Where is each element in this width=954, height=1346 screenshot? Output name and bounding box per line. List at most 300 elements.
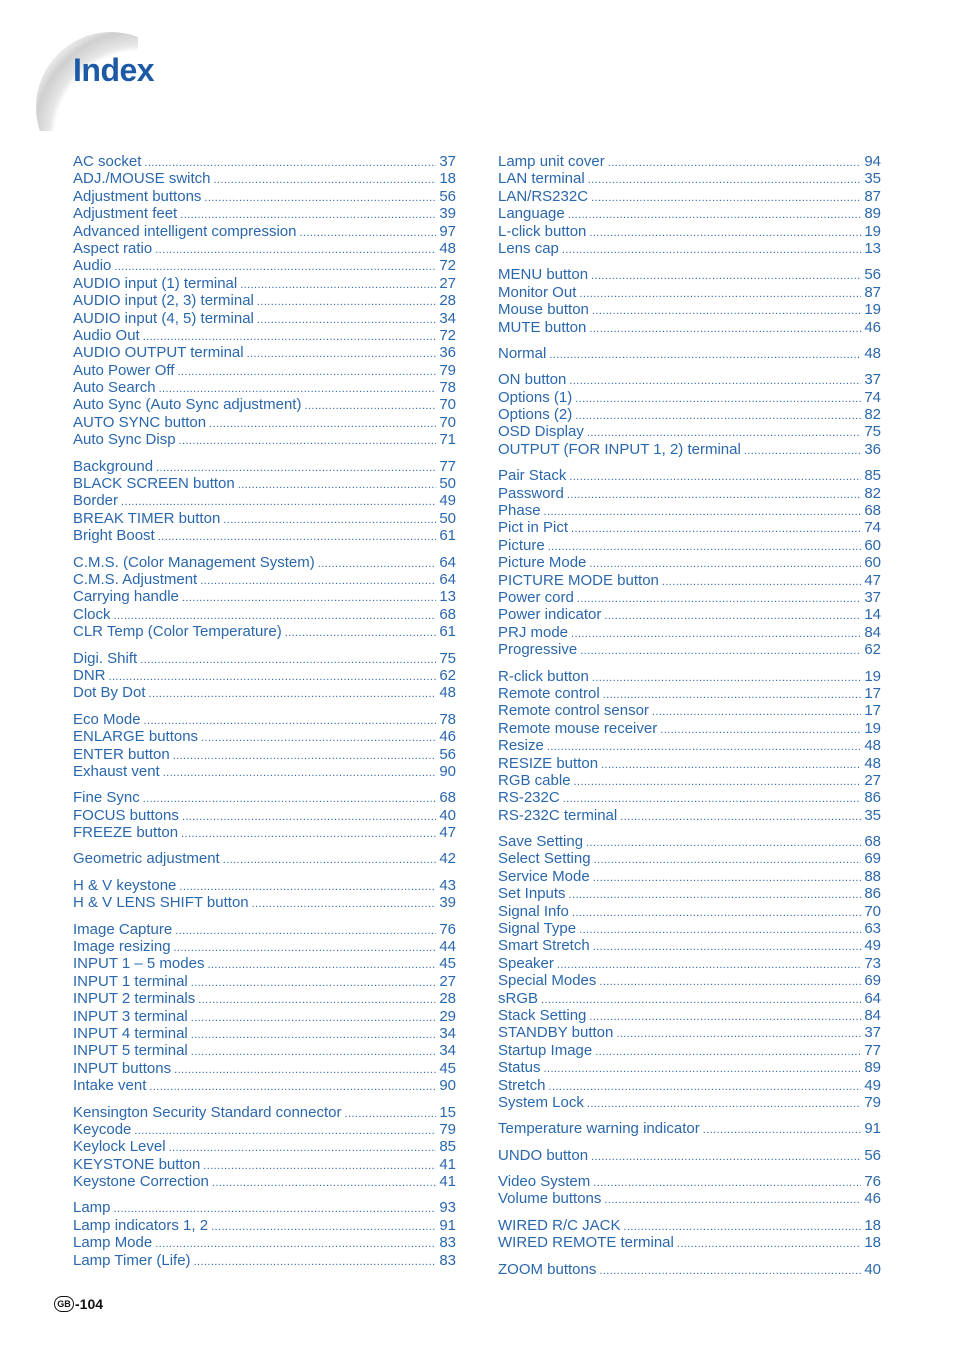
- index-term: Language: [498, 205, 565, 223]
- index-entry: [73, 510, 456, 527]
- index-term: Keylock Level: [73, 1138, 166, 1156]
- index-term: Signal Type: [498, 920, 577, 938]
- index-entry: [498, 319, 881, 336]
- index-entry: [73, 938, 456, 955]
- index-entry: [73, 684, 456, 701]
- index-page-number: 28: [439, 292, 456, 310]
- index-entry: [498, 937, 881, 954]
- index-entry: [73, 205, 456, 222]
- index-term: Phase: [498, 502, 541, 520]
- index-term: AUDIO input (4, 5) terminal: [73, 309, 254, 327]
- index-entry: [498, 188, 881, 205]
- index-page-number: 27: [439, 274, 456, 292]
- index-term: BREAK TIMER button: [73, 509, 221, 527]
- index-term: Intake vent: [73, 1077, 147, 1095]
- index-entry: [73, 153, 456, 170]
- index-page-number: 82: [864, 484, 881, 502]
- index-entry: [498, 485, 881, 502]
- index-term: Fine Sync: [73, 789, 140, 807]
- dot-leader: [149, 1079, 436, 1096]
- dot-leader: [557, 957, 861, 974]
- dot-leader: [571, 521, 861, 538]
- index-page-number: 83: [439, 1251, 456, 1269]
- dot-leader: [604, 608, 861, 625]
- index-entry: [498, 1007, 881, 1024]
- index-term: AC socket: [73, 153, 142, 170]
- dot-leader: [257, 294, 436, 311]
- dot-leader: [173, 748, 437, 765]
- index-group: [498, 345, 881, 362]
- index-entry: [73, 257, 456, 274]
- index-page-number: 91: [439, 1216, 456, 1234]
- index-term: WIRED R/C JACK: [498, 1216, 621, 1234]
- index-group: [73, 850, 456, 867]
- dot-leader: [257, 312, 436, 329]
- dot-leader: [589, 225, 861, 242]
- index-page-number: 45: [439, 1059, 456, 1077]
- index-group: [73, 789, 456, 841]
- index-term: Power cord: [498, 588, 574, 606]
- index-page-number: 40: [864, 1260, 881, 1278]
- index-term: Pair Stack: [498, 467, 567, 485]
- index-page-number: 48: [439, 239, 456, 257]
- index-page-number: 18: [864, 1216, 881, 1234]
- index-page-number: 93: [439, 1199, 456, 1217]
- index-entry: [73, 527, 456, 544]
- index-entry: [73, 711, 456, 728]
- index-entry: [73, 789, 456, 806]
- index-page-number: 74: [864, 388, 881, 406]
- index-page-number: 50: [439, 475, 456, 493]
- index-term: STANDBY button: [498, 1024, 614, 1042]
- index-page-number: 71: [439, 431, 456, 449]
- index-entry: [498, 755, 881, 772]
- index-term: Image Capture: [73, 920, 173, 938]
- index-entry: [73, 1042, 456, 1059]
- index-entry: [73, 1217, 456, 1234]
- index-entry: [73, 1138, 456, 1155]
- dot-leader: [575, 391, 861, 408]
- index-term: Border: [73, 492, 119, 510]
- page-footer: [54, 1296, 103, 1312]
- index-entry: [73, 990, 456, 1007]
- index-page-number: 62: [864, 641, 881, 659]
- index-term: Options (1): [498, 388, 573, 406]
- index-page-number: 37: [864, 1024, 881, 1042]
- index-page-number: 50: [439, 509, 456, 527]
- index-term: Advanced intelligent compression: [73, 222, 297, 240]
- index-term: ENLARGE buttons: [73, 728, 199, 746]
- dot-leader: [175, 923, 436, 940]
- index-term: Remote control: [498, 684, 600, 702]
- index-term: Normal: [498, 344, 547, 362]
- index-entry: [498, 955, 881, 972]
- index-page-number: 39: [439, 205, 456, 223]
- index-page-number: 42: [439, 850, 456, 868]
- dot-leader: [574, 774, 862, 791]
- index-column-left: [73, 153, 456, 1278]
- index-page-number: 69: [864, 850, 881, 868]
- index-group: [73, 650, 456, 702]
- dot-leader: [191, 1027, 437, 1044]
- index-term: Monitor Out: [498, 283, 577, 301]
- index-page-number: 78: [439, 710, 456, 728]
- index-page-number: 79: [439, 1120, 456, 1138]
- index-page-number: 76: [439, 920, 456, 938]
- index-page-number: 82: [864, 406, 881, 424]
- index-entry: [498, 685, 881, 702]
- index-term: Resize: [498, 737, 544, 755]
- index-group: [73, 458, 456, 545]
- index-page-number: 76: [864, 1173, 881, 1191]
- index-column-right: [498, 153, 881, 1287]
- dot-leader: [601, 757, 861, 774]
- dot-leader: [589, 1009, 861, 1026]
- index-term: Stack Setting: [498, 1006, 587, 1024]
- index-term: C.M.S. Adjustment: [73, 570, 198, 588]
- dot-leader: [652, 704, 861, 721]
- index-page-number: 17: [864, 684, 881, 702]
- page-title: Index: [73, 52, 155, 88]
- index-page-number: 83: [439, 1234, 456, 1252]
- index-term: Keystone Correction: [73, 1173, 209, 1191]
- index-page-number: 19: [864, 667, 881, 685]
- index-entry: [498, 737, 881, 754]
- index-entry: [73, 667, 456, 684]
- index-term: C.M.S. (Color Management System): [73, 553, 315, 571]
- index-page-number: 79: [864, 1093, 881, 1111]
- index-term: Speaker: [498, 954, 554, 972]
- index-term: Smart Stretch: [498, 937, 590, 955]
- dot-leader: [304, 398, 436, 415]
- index-entry: [498, 1059, 881, 1076]
- index-term: Auto Sync Disp: [73, 431, 176, 449]
- index-term: Audio Out: [73, 326, 140, 344]
- index-page-number: 94: [864, 153, 881, 170]
- index-page-number: 56: [439, 187, 456, 205]
- index-page-number: 28: [439, 990, 456, 1008]
- index-entry: [498, 885, 881, 902]
- index-entry: [498, 641, 881, 658]
- index-page-number: 87: [864, 283, 881, 301]
- dot-leader: [179, 433, 437, 450]
- index-page-number: 40: [439, 806, 456, 824]
- index-page-number: 64: [439, 570, 456, 588]
- dot-leader: [677, 1236, 861, 1253]
- index-term: L-click button: [498, 222, 587, 240]
- index-entry: [73, 362, 456, 379]
- index-entry: [73, 188, 456, 205]
- dot-leader: [212, 1175, 436, 1192]
- index-term: Auto Search: [73, 379, 156, 397]
- index-term: Temperature warning indicator: [498, 1120, 700, 1138]
- index-term: sRGB: [498, 989, 539, 1007]
- dot-leader: [198, 992, 436, 1009]
- index-entry: [498, 301, 881, 318]
- index-entry: [498, 205, 881, 222]
- index-page-number: 60: [864, 536, 881, 554]
- index-entry: [498, 572, 881, 589]
- index-term: KEYSTONE button: [73, 1155, 201, 1173]
- dot-leader: [549, 347, 861, 364]
- index-page-number: 35: [864, 806, 881, 824]
- index-term: Set Inputs: [498, 885, 566, 903]
- dot-leader: [592, 670, 861, 687]
- index-page-number: 43: [439, 876, 456, 894]
- index-page-number: 72: [439, 326, 456, 344]
- index-group: [498, 1147, 881, 1164]
- index-entry: [73, 571, 456, 588]
- dot-leader: [134, 1123, 436, 1140]
- index-entry: [73, 650, 456, 667]
- index-entry: [498, 1042, 881, 1059]
- index-entry: [73, 554, 456, 571]
- dot-leader: [143, 791, 437, 808]
- index-page-number: 37: [864, 588, 881, 606]
- index-page-number: 89: [864, 205, 881, 223]
- index-group: [498, 371, 881, 458]
- index-term: RS-232C terminal: [498, 806, 618, 824]
- index-entry: [498, 589, 881, 606]
- index-term: Carrying handle: [73, 588, 179, 606]
- dot-leader: [158, 529, 437, 546]
- index-term: INPUT 2 terminals: [73, 990, 196, 1008]
- index-page-number: 68: [864, 833, 881, 851]
- index-entry: [498, 1217, 881, 1234]
- index-entry: [498, 1077, 881, 1094]
- dot-leader: [589, 321, 861, 338]
- dot-leader: [548, 539, 862, 556]
- index-page-number: 87: [864, 187, 881, 205]
- dot-leader: [223, 852, 437, 869]
- index-term: Startup Image: [498, 1041, 593, 1059]
- index-page-number: 18: [864, 1234, 881, 1252]
- index-entry: [73, 955, 456, 972]
- index-page-number: 34: [439, 1042, 456, 1060]
- index-page-number: 70: [439, 413, 456, 431]
- index-page-number: 70: [864, 902, 881, 920]
- index-page-number: 15: [439, 1103, 456, 1121]
- index-page-number: 74: [864, 519, 881, 537]
- index-term: Lamp: [73, 1199, 111, 1217]
- index-term: Eco Mode: [73, 710, 141, 728]
- index-group: [498, 1120, 881, 1137]
- index-entry: [73, 292, 456, 309]
- index-entry: [73, 1234, 456, 1251]
- index-term: RESIZE button: [498, 754, 599, 772]
- index-term: INPUT 5 terminal: [73, 1042, 188, 1060]
- dot-leader: [591, 1149, 861, 1166]
- index-entry: [498, 850, 881, 867]
- index-page-number: 46: [864, 318, 881, 336]
- index-term: Signal Info: [498, 902, 569, 920]
- index-group: [498, 1217, 881, 1252]
- index-entry: [498, 1234, 881, 1251]
- dot-leader: [194, 1254, 437, 1271]
- dot-leader: [240, 277, 436, 294]
- index-entry: [73, 344, 456, 361]
- index-page-number: 17: [864, 702, 881, 720]
- dot-leader: [620, 809, 861, 826]
- index-page-number: 78: [439, 379, 456, 397]
- dot-leader: [191, 975, 437, 992]
- index-term: Auto Sync (Auto Sync adjustment): [73, 396, 302, 414]
- index-page-number: 48: [864, 737, 881, 755]
- index-group: [498, 153, 881, 257]
- dot-leader: [569, 469, 861, 486]
- index-term: OSD Display: [498, 423, 584, 441]
- index-entry: [73, 807, 456, 824]
- index-term: Password: [498, 484, 564, 502]
- index-page-number: 34: [439, 309, 456, 327]
- index-term: Audio: [73, 257, 112, 275]
- index-page-number: 85: [439, 1138, 456, 1156]
- index-entry: [73, 1077, 456, 1094]
- dot-leader: [575, 408, 861, 425]
- index-group: [498, 467, 881, 658]
- index-term: Picture Mode: [498, 554, 587, 572]
- dot-leader: [591, 268, 861, 285]
- dot-leader: [744, 443, 862, 460]
- index-page-number: 91: [864, 1120, 881, 1138]
- index-term: AUTO SYNC button: [73, 413, 207, 431]
- index-page-number: 27: [864, 771, 881, 789]
- index-page-number: 56: [864, 266, 881, 284]
- index-entry: [73, 170, 456, 187]
- index-term: Pict in Pict: [498, 519, 569, 537]
- index-entry: [73, 240, 456, 257]
- index-term: INPUT 1 – 5 modes: [73, 955, 205, 973]
- index-term: Options (2): [498, 406, 573, 424]
- index-entry: [73, 877, 456, 894]
- index-entry: [498, 772, 881, 789]
- dot-leader: [203, 1158, 436, 1175]
- dot-leader: [579, 286, 861, 303]
- index-term: FREEZE button: [73, 824, 179, 842]
- index-term: INPUT 3 terminal: [73, 1007, 188, 1025]
- index-term: Progressive: [498, 641, 578, 659]
- dot-leader: [616, 1026, 861, 1043]
- index-term: Volume buttons: [498, 1190, 602, 1208]
- index-term: Keycode: [73, 1120, 132, 1138]
- index-entry: [498, 920, 881, 937]
- dot-leader: [247, 346, 437, 363]
- dot-leader: [174, 940, 437, 957]
- dot-leader: [544, 504, 862, 521]
- index-page-number: 70: [439, 396, 456, 414]
- index-group: [73, 1104, 456, 1191]
- index-entry: [73, 746, 456, 763]
- dot-leader: [571, 626, 861, 643]
- index-entry: [73, 414, 456, 431]
- dot-leader: [608, 155, 862, 172]
- index-term: Video System: [498, 1173, 591, 1191]
- index-page-number: 88: [864, 867, 881, 885]
- dot-leader: [572, 905, 861, 922]
- index-page-number: 56: [864, 1146, 881, 1164]
- index-page-number: 41: [439, 1173, 456, 1191]
- index-page-number: 63: [864, 920, 881, 938]
- index-page-number: 89: [864, 1059, 881, 1077]
- index-entry: [73, 623, 456, 640]
- index-term: Clock: [73, 605, 111, 623]
- index-term: Exhaust vent: [73, 762, 160, 780]
- index-page-number: 85: [864, 467, 881, 485]
- dot-leader: [204, 190, 436, 207]
- index-entry: [73, 1008, 456, 1025]
- dot-leader: [285, 625, 437, 642]
- index-term: OUTPUT (FOR INPUT 1, 2) terminal: [498, 440, 741, 458]
- index-page-number: 64: [864, 989, 881, 1007]
- dot-leader: [318, 556, 437, 573]
- index-entry: [73, 492, 456, 509]
- index-entry: [498, 389, 881, 406]
- index-entry: [498, 990, 881, 1007]
- dot-leader: [140, 652, 436, 669]
- dot-leader: [569, 887, 862, 904]
- index-page-number: 48: [864, 754, 881, 772]
- index-entry: [73, 894, 456, 911]
- dot-leader: [149, 686, 437, 703]
- index-term: Picture: [498, 536, 545, 554]
- index-entry: [498, 441, 881, 458]
- index-entry: [73, 223, 456, 240]
- dot-leader: [592, 303, 861, 320]
- index-entry: [73, 824, 456, 841]
- dot-leader: [299, 225, 436, 242]
- index-page-number: 44: [439, 938, 456, 956]
- index-page-number: 34: [439, 1024, 456, 1042]
- index-term: Lamp unit cover: [498, 153, 605, 170]
- index-term: Status: [498, 1059, 541, 1077]
- index-page-number: 69: [864, 972, 881, 990]
- index-term: PICTURE MODE button: [498, 571, 659, 589]
- index-term: BLACK SCREEN button: [73, 475, 235, 493]
- index-page-number: 29: [439, 1007, 456, 1025]
- index-entry: [73, 921, 456, 938]
- index-page-number: 49: [439, 492, 456, 510]
- index-page-number: 73: [864, 954, 881, 972]
- index-page-number: 84: [864, 623, 881, 641]
- index-entry: [73, 327, 456, 344]
- index-page-number: 47: [439, 824, 456, 842]
- dot-leader: [594, 852, 862, 869]
- index-entry: [498, 519, 881, 536]
- index-page-number: 36: [864, 440, 881, 458]
- index-term: Adjustment buttons: [73, 187, 202, 205]
- index-term: FOCUS buttons: [73, 806, 179, 824]
- dot-leader: [109, 669, 437, 686]
- index-page-number: 37: [439, 153, 456, 170]
- index-entry: [498, 720, 881, 737]
- index-term: Lamp indicators 1, 2: [73, 1216, 209, 1234]
- index-term: Auto Power Off: [73, 361, 175, 379]
- index-term: RGB cable: [498, 771, 571, 789]
- index-term: PRJ mode: [498, 623, 569, 641]
- dot-leader: [238, 477, 437, 494]
- index-page-number: 61: [439, 527, 456, 545]
- index-term: INPUT buttons: [73, 1059, 172, 1077]
- index-page-number: 48: [864, 344, 881, 362]
- index-entry: [498, 1147, 881, 1164]
- index-entry: [498, 1173, 881, 1190]
- index-page-number: 35: [864, 170, 881, 188]
- index-term: WIRED REMOTE terminal: [498, 1234, 674, 1252]
- index-page-number: 46: [439, 728, 456, 746]
- dot-leader: [593, 939, 862, 956]
- index-group: [73, 711, 456, 781]
- index-page-number: 18: [439, 170, 456, 188]
